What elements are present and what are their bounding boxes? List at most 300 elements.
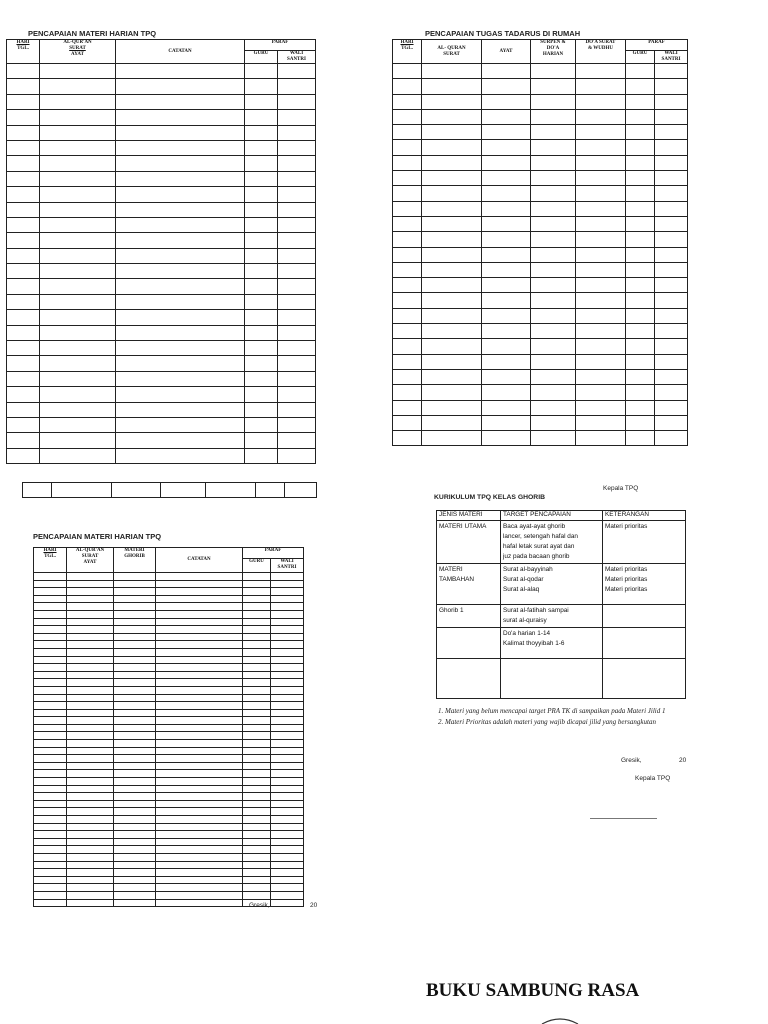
table-cell[interactable] [156,861,243,869]
table-cell[interactable] [116,371,245,386]
table-cell[interactable] [40,248,116,263]
table-cell[interactable] [482,155,531,170]
table-cell[interactable] [7,417,40,432]
table-cell[interactable] [243,618,271,626]
table-cell[interactable] [422,125,482,140]
table-cell[interactable] [271,618,304,626]
table-cell[interactable] [156,785,243,793]
table-cell[interactable] [67,603,114,611]
table-cell[interactable] [116,140,245,155]
table-cell[interactable] [271,740,304,748]
table-cell[interactable] [422,247,482,262]
table-cell[interactable] [116,279,245,294]
table-cell[interactable] [156,664,243,672]
table-cell[interactable] [114,626,156,634]
table-cell[interactable] [271,793,304,801]
table-cell[interactable] [116,325,245,340]
table-cell[interactable] [531,79,576,94]
table-cell[interactable] [34,747,67,755]
table-cell[interactable] [245,310,278,325]
table-cell[interactable] [7,279,40,294]
table-cell[interactable] [531,201,576,216]
table-cell[interactable] [422,79,482,94]
table-cell[interactable] [655,186,688,201]
table-cell[interactable] [245,64,278,79]
table-cell[interactable] [245,294,278,309]
table-cell[interactable] [7,140,40,155]
table-cell[interactable] [482,262,531,277]
table-cell[interactable] [114,686,156,694]
strip-cell[interactable] [161,483,206,498]
table-cell[interactable] [576,385,626,400]
table-cell[interactable] [116,356,245,371]
table-cell[interactable] [116,156,245,171]
table-cell[interactable] [67,595,114,603]
table-cell[interactable] [245,140,278,155]
table-cell[interactable] [576,94,626,109]
table-cell[interactable] [271,823,304,831]
table-cell[interactable] [626,125,655,140]
table-cell[interactable] [271,709,304,717]
table-cell[interactable] [482,247,531,262]
table-cell[interactable] [116,171,245,186]
table-cell[interactable] [482,201,531,216]
table-cell[interactable] [422,216,482,231]
table-cell[interactable] [482,64,531,79]
table-cell[interactable] [156,610,243,618]
table-cell[interactable] [655,94,688,109]
table-cell[interactable] [626,171,655,186]
table-cell[interactable] [67,724,114,732]
table-cell[interactable] [655,262,688,277]
table-cell[interactable] [67,664,114,672]
table-cell[interactable] [422,415,482,430]
table-cell[interactable] [156,876,243,884]
table-cell[interactable] [531,94,576,109]
table-cell[interactable] [40,110,116,125]
table-cell[interactable] [156,633,243,641]
table-cell[interactable] [278,433,316,448]
table-cell[interactable] [482,415,531,430]
table-cell[interactable] [34,884,67,892]
table-cell[interactable] [245,125,278,140]
table-cell[interactable] [626,216,655,231]
table-cell[interactable] [271,876,304,884]
table-cell[interactable] [243,648,271,656]
table-cell[interactable] [655,354,688,369]
table-cell[interactable] [271,762,304,770]
table-cell[interactable] [7,310,40,325]
table-cell[interactable] [67,709,114,717]
table-cell[interactable] [34,702,67,710]
table-cell[interactable] [655,431,688,446]
table-cell[interactable] [626,79,655,94]
table-cell[interactable] [245,233,278,248]
table-cell[interactable] [116,294,245,309]
table-cell[interactable] [34,732,67,740]
table-cell[interactable] [114,793,156,801]
table-cell[interactable] [243,838,271,846]
table-cell[interactable] [482,293,531,308]
table-cell[interactable] [67,702,114,710]
table-cell[interactable] [40,64,116,79]
table-cell[interactable] [482,278,531,293]
table-cell[interactable] [626,385,655,400]
table-cell[interactable] [116,248,245,263]
table-cell[interactable] [34,603,67,611]
table-cell[interactable] [422,369,482,384]
table-cell[interactable] [7,125,40,140]
table-cell[interactable] [40,187,116,202]
table-cell[interactable] [278,248,316,263]
table-cell[interactable] [156,755,243,763]
table-cell[interactable] [393,247,422,262]
table-cell[interactable] [393,324,422,339]
table-cell[interactable] [531,324,576,339]
table-cell[interactable] [655,369,688,384]
table-cell[interactable] [34,610,67,618]
table-cell[interactable] [67,633,114,641]
table-cell[interactable] [655,216,688,231]
table-cell[interactable] [67,641,114,649]
table-cell[interactable] [243,891,271,899]
table-cell[interactable] [271,869,304,877]
table-cell[interactable] [7,325,40,340]
table-cell[interactable] [422,278,482,293]
table-cell[interactable] [271,686,304,694]
table-cell[interactable] [243,869,271,877]
table-cell[interactable] [67,793,114,801]
table-cell[interactable] [67,679,114,687]
table-cell[interactable] [393,216,422,231]
table-cell[interactable] [626,232,655,247]
table-cell[interactable] [156,884,243,892]
table-cell[interactable] [271,573,304,581]
table-cell[interactable] [243,785,271,793]
table-cell[interactable] [576,415,626,430]
table-cell[interactable] [40,310,116,325]
table-cell[interactable] [34,770,67,778]
table-cell[interactable] [34,671,67,679]
table-cell[interactable] [114,891,156,899]
table-cell[interactable] [67,808,114,816]
table-cell[interactable] [114,633,156,641]
table-cell[interactable] [243,595,271,603]
table-cell[interactable] [34,785,67,793]
table-cell[interactable] [278,94,316,109]
table-cell[interactable] [531,216,576,231]
table-cell[interactable] [393,308,422,323]
table-cell[interactable] [576,369,626,384]
table-cell[interactable] [114,732,156,740]
table-cell[interactable] [482,339,531,354]
table-cell[interactable] [245,248,278,263]
table-cell[interactable] [271,861,304,869]
table-cell[interactable] [422,64,482,79]
table-cell[interactable] [114,755,156,763]
table-cell[interactable] [243,831,271,839]
table-cell[interactable] [482,79,531,94]
table-cell[interactable] [576,324,626,339]
table-cell[interactable] [243,717,271,725]
table-cell[interactable] [422,431,482,446]
table-cell[interactable] [243,876,271,884]
table-cell[interactable] [531,385,576,400]
table-cell[interactable] [40,156,116,171]
table-cell[interactable] [626,109,655,124]
table-cell[interactable] [156,656,243,664]
table-cell[interactable] [156,747,243,755]
table-cell[interactable] [67,785,114,793]
table-cell[interactable] [271,755,304,763]
table-cell[interactable] [40,79,116,94]
table-cell[interactable] [482,140,531,155]
table-cell[interactable] [655,79,688,94]
table-cell[interactable] [156,709,243,717]
table-cell[interactable] [482,308,531,323]
table-cell[interactable] [156,671,243,679]
table-cell[interactable] [114,709,156,717]
table-cell[interactable] [422,385,482,400]
table-cell[interactable] [34,853,67,861]
table-cell[interactable] [531,140,576,155]
table-cell[interactable] [67,869,114,877]
table-cell[interactable] [7,387,40,402]
table-cell[interactable] [626,339,655,354]
table-cell[interactable] [114,785,156,793]
table-cell[interactable] [114,838,156,846]
table-cell[interactable] [245,94,278,109]
table-cell[interactable] [114,762,156,770]
table-cell[interactable] [67,573,114,581]
strip-cell[interactable] [285,483,317,498]
table-cell[interactable] [278,140,316,155]
table-cell[interactable] [393,354,422,369]
table-cell[interactable] [655,232,688,247]
table-cell[interactable] [576,201,626,216]
table-cell[interactable] [245,171,278,186]
table-cell[interactable] [67,853,114,861]
table-cell[interactable] [156,618,243,626]
table-cell[interactable] [114,717,156,725]
table-cell[interactable] [278,356,316,371]
table-cell[interactable] [245,79,278,94]
table-cell[interactable] [245,371,278,386]
table-cell[interactable] [34,686,67,694]
table-cell[interactable] [278,233,316,248]
table-cell[interactable] [7,233,40,248]
table-cell[interactable] [393,201,422,216]
table-cell[interactable] [114,702,156,710]
table-cell[interactable] [34,588,67,596]
table-cell[interactable] [271,671,304,679]
table-cell[interactable] [40,217,116,232]
table-cell[interactable] [531,431,576,446]
table-cell[interactable] [531,339,576,354]
table-cell[interactable] [576,431,626,446]
table-cell[interactable] [576,339,626,354]
table-cell[interactable] [40,356,116,371]
table-cell[interactable] [67,626,114,634]
table-cell[interactable] [243,610,271,618]
table-cell[interactable] [243,694,271,702]
table-cell[interactable] [278,448,316,463]
table-cell[interactable] [7,341,40,356]
table-cell[interactable] [156,595,243,603]
table-cell[interactable] [116,187,245,202]
table-cell[interactable] [40,202,116,217]
table-cell[interactable] [531,171,576,186]
table-cell[interactable] [271,664,304,672]
table-cell[interactable] [116,79,245,94]
table-cell[interactable] [278,294,316,309]
table-cell[interactable] [576,109,626,124]
table-cell[interactable] [156,588,243,596]
table-cell[interactable] [116,448,245,463]
table-cell[interactable] [576,216,626,231]
table-cell[interactable] [156,580,243,588]
table-cell[interactable] [422,293,482,308]
strip-cell[interactable] [256,483,285,498]
table-cell[interactable] [34,656,67,664]
table-cell[interactable] [243,626,271,634]
table-cell[interactable] [40,94,116,109]
table-cell[interactable] [34,778,67,786]
table-cell[interactable] [245,217,278,232]
table-cell[interactable] [34,724,67,732]
table-cell[interactable] [34,641,67,649]
strip-cell[interactable] [206,483,256,498]
table-cell[interactable] [278,187,316,202]
table-cell[interactable] [271,732,304,740]
table-cell[interactable] [34,717,67,725]
table-cell[interactable] [7,294,40,309]
table-cell[interactable] [393,64,422,79]
table-cell[interactable] [7,402,40,417]
table-cell[interactable] [114,610,156,618]
table-cell[interactable] [626,278,655,293]
table-cell[interactable] [114,694,156,702]
table-cell[interactable] [626,186,655,201]
table-cell[interactable] [156,626,243,634]
table-cell[interactable] [278,156,316,171]
table-cell[interactable] [482,232,531,247]
table-cell[interactable] [156,702,243,710]
table-cell[interactable] [116,310,245,325]
table-cell[interactable] [422,94,482,109]
table-cell[interactable] [393,79,422,94]
table-cell[interactable] [116,202,245,217]
table-cell[interactable] [114,573,156,581]
table-cell[interactable] [7,448,40,463]
table-cell[interactable] [655,140,688,155]
table-cell[interactable] [245,448,278,463]
table-cell[interactable] [67,588,114,596]
table-cell[interactable] [243,755,271,763]
table-cell[interactable] [156,717,243,725]
table-cell[interactable] [116,125,245,140]
table-cell[interactable] [34,694,67,702]
table-cell[interactable] [40,294,116,309]
table-cell[interactable] [7,110,40,125]
table-cell[interactable] [531,400,576,415]
table-cell[interactable] [7,433,40,448]
table-cell[interactable] [116,417,245,432]
table-cell[interactable] [243,702,271,710]
table-cell[interactable] [245,279,278,294]
table-cell[interactable] [655,64,688,79]
table-cell[interactable] [271,694,304,702]
table-cell[interactable] [156,679,243,687]
table-cell[interactable] [34,861,67,869]
table-cell[interactable] [7,187,40,202]
table-cell[interactable] [34,823,67,831]
table-cell[interactable] [67,610,114,618]
table-cell[interactable] [576,125,626,140]
table-cell[interactable] [34,740,67,748]
table-cell[interactable] [655,339,688,354]
table-cell[interactable] [576,171,626,186]
table-cell[interactable] [156,770,243,778]
table-cell[interactable] [116,94,245,109]
table-cell[interactable] [7,79,40,94]
table-cell[interactable] [271,884,304,892]
table-cell[interactable] [156,793,243,801]
table-cell[interactable] [271,831,304,839]
table-cell[interactable] [156,853,243,861]
table-cell[interactable] [40,448,116,463]
table-cell[interactable] [67,891,114,899]
table-cell[interactable] [626,293,655,308]
table-cell[interactable] [67,747,114,755]
table-cell[interactable] [34,816,67,824]
table-cell[interactable] [67,732,114,740]
table-cell[interactable] [626,64,655,79]
table-cell[interactable] [531,308,576,323]
table-cell[interactable] [67,846,114,854]
table-cell[interactable] [243,588,271,596]
table-cell[interactable] [655,385,688,400]
table-cell[interactable] [531,293,576,308]
table-cell[interactable] [271,747,304,755]
table-cell[interactable] [114,588,156,596]
table-cell[interactable] [271,800,304,808]
table-cell[interactable] [7,371,40,386]
table-cell[interactable] [482,400,531,415]
table-cell[interactable] [422,109,482,124]
table-cell[interactable] [243,573,271,581]
table-cell[interactable] [245,341,278,356]
table-cell[interactable] [245,402,278,417]
table-cell[interactable] [482,431,531,446]
table-cell[interactable] [114,869,156,877]
table-cell[interactable] [34,580,67,588]
table-cell[interactable] [531,247,576,262]
table-cell[interactable] [245,202,278,217]
table-cell[interactable] [34,869,67,877]
table-cell[interactable] [393,94,422,109]
table-cell[interactable] [114,899,156,907]
table-cell[interactable] [271,641,304,649]
table-cell[interactable] [116,217,245,232]
table-cell[interactable] [245,356,278,371]
table-cell[interactable] [34,679,67,687]
table-cell[interactable] [34,664,67,672]
table-cell[interactable] [243,816,271,824]
table-cell[interactable] [34,573,67,581]
table-cell[interactable] [422,186,482,201]
table-cell[interactable] [34,846,67,854]
